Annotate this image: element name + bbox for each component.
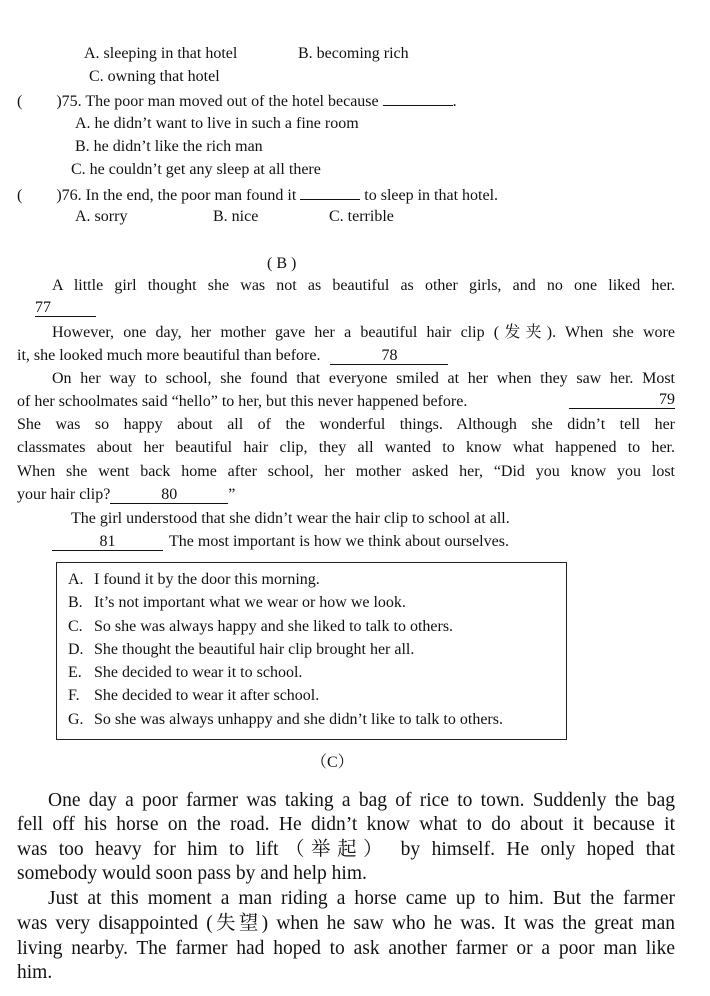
section-b-p3-line2: of her schoolmates said “hello” to her, but this never happened before. 79: [17, 391, 675, 410]
section-b-p3-line6: your hair clip? 80 ”: [17, 486, 236, 503]
question-end: to sleep in that hotel.: [364, 187, 499, 204]
blank-79[interactable]: 79: [569, 392, 675, 409]
section-c-p2-line1: Just at this moment a man riding a horse came up to him. But the farmer: [48, 888, 675, 909]
q75-option-b: B. he didn’t like the rich man: [75, 138, 263, 155]
question-number: )75.: [56, 93, 82, 110]
option-b: B. It’s not important what we wear or how we look.: [68, 594, 406, 611]
q75-stem: [17, 90, 457, 112]
section-b-p1-line1: A little girl thought she was not as beautiful as other girls, and no one liked her.: [52, 277, 675, 294]
section-b-p3-line1: On her way to school, she found that everyone smiled at her when they saw her. Most: [52, 370, 675, 387]
question-number: )76.: [56, 187, 82, 204]
section-c-p1-line1: One day a poor farmer was taking a bag of rice to town. Suddenly the bag: [48, 790, 675, 811]
section-c-p1-line2: fell off his horse on the road. He didn’t know what to do about it because it: [17, 814, 675, 835]
section-b-p4-line1: The girl understood that she didn’t wear the hair clip to school at all.: [71, 510, 510, 527]
section-c-p2-line3: living nearby. The farmer had hoped to ask another farmer or a poor man like: [17, 938, 675, 959]
section-b-p3-line5: When she went back home after school, her mother asked her, “Did you know you lost: [17, 463, 675, 480]
option-d: D. She thought the beautiful hair clip brought her all.: [68, 641, 415, 658]
blank-78[interactable]: 78: [330, 348, 448, 365]
blank-81[interactable]: 81: [52, 534, 163, 551]
option-g: G. So she was always unhappy and she didn’t like to talk to others.: [68, 711, 503, 728]
q74-option-c: C. owning that hotel: [89, 68, 220, 85]
answer-blank[interactable]: [300, 184, 360, 200]
option-c: C. So she was always happy and she liked to talk to others.: [68, 618, 454, 635]
q75-option-c: C. he couldn’t get any sleep at all there: [71, 161, 321, 178]
section-c-p2-line2: was very disappointed (失望) when he saw who he was. It was the great man: [17, 913, 675, 934]
q76-option-b: B. nice: [213, 208, 259, 225]
q75-option-a: A. he didn’t want to live in such a fine room: [75, 115, 359, 132]
section-c-p2-line4: him.: [17, 962, 53, 983]
answer-blank[interactable]: [383, 90, 453, 106]
question-text: In the end, the poor man found it: [85, 187, 297, 204]
q76-option-c: C. terrible: [329, 208, 394, 225]
blank-77[interactable]: 77: [35, 298, 96, 318]
option-a: A. I found it by the door this morning.: [68, 571, 320, 588]
section-b-p2-line2: it, she looked much more beautiful than before. 78: [17, 346, 448, 366]
q74-option-b: B. becoming rich: [298, 45, 409, 62]
section-c-heading: （C）: [311, 754, 354, 771]
answer-paren-open: (: [17, 93, 23, 110]
answer-paren-open: (: [17, 187, 23, 204]
question-text: The poor man moved out of the hotel because: [85, 93, 379, 110]
section-b-p3-line4: classmates about her beautiful hair clip, they all wanted to know what happened to her.: [17, 439, 675, 456]
option-e: E. She decided to wear it to school.: [68, 664, 303, 681]
section-c-p1-line4: somebody would soon pass by and help him.: [17, 863, 367, 884]
blank-80[interactable]: 80: [110, 487, 228, 504]
options-box: [56, 562, 567, 740]
q76-option-a: A. sorry: [75, 208, 128, 225]
section-b-p2-line1: However, one day, her mother gave her a beautiful hair clip (发夹). When she wore: [52, 324, 675, 341]
q76-stem: [17, 184, 498, 206]
section-b-p4-line2: 81 The most important is how we think about ourselves.: [52, 532, 509, 552]
question-end: .: [452, 93, 457, 110]
section-b-p3-line3: She was so happy about all of the wonderful things. Although she didn’t tell her: [17, 416, 675, 433]
section-c-p1-line3: was too heavy for him to lift（举起） by himself. He only hoped that: [17, 839, 675, 860]
section-b-heading: ( B ): [267, 255, 297, 272]
option-f: F. She decided to wear it after school.: [68, 687, 320, 704]
q74-option-a: A. sleeping in that hotel: [84, 45, 238, 62]
